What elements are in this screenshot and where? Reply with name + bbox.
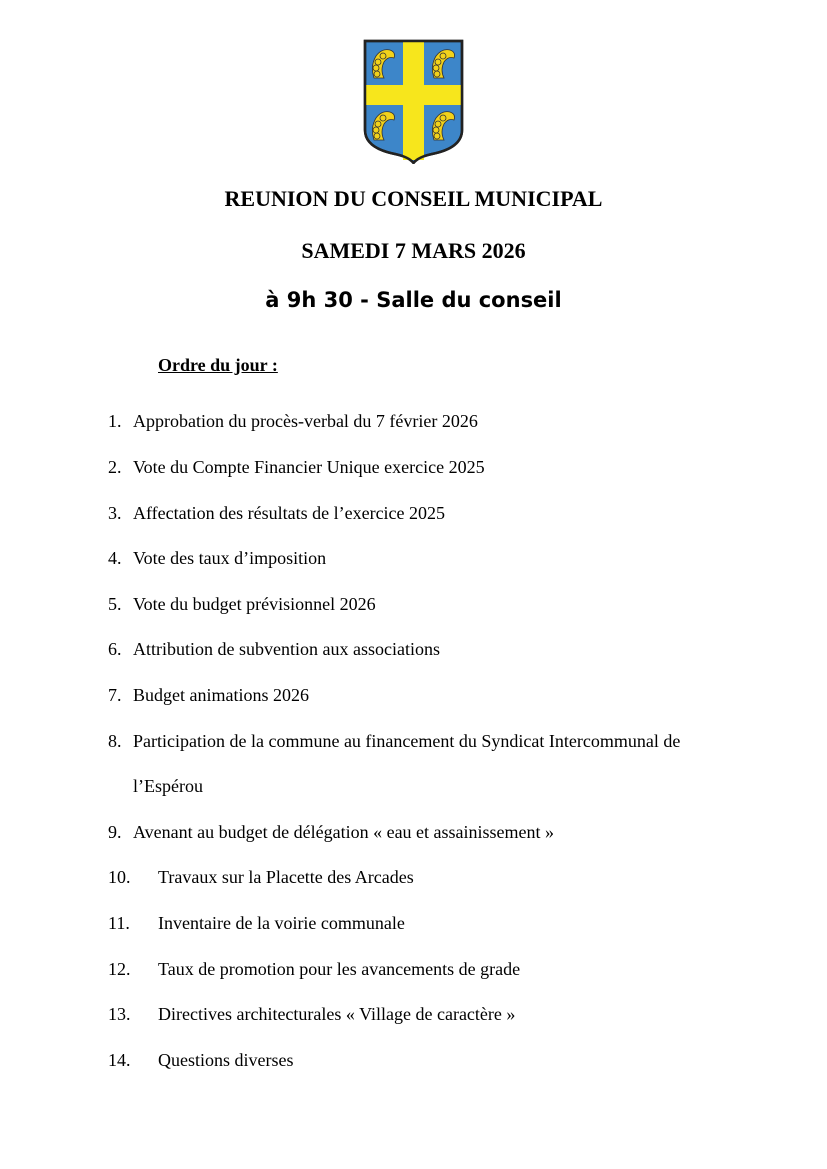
agenda-item-number: 11. [108,913,130,933]
agenda-item-number: 9. [108,822,122,842]
agenda-item-text: Vote des taux d’imposition [133,548,327,568]
agenda-heading: Ordre du jour : [158,355,278,375]
agenda-item-text: Vote du budget prévisionnel 2026 [133,594,376,614]
agenda-item-number: 14. [108,1050,131,1070]
agenda-item-text: Participation de la commune au financement du Syndicat Intercommunal de [133,731,681,751]
agenda-item-number: 5. [108,594,122,614]
agenda-item-number: 12. [108,959,131,979]
agenda-item-number: 3. [108,503,122,523]
agenda-item-text: Budget animations 2026 [133,685,309,705]
agenda-item-number: 4. [108,548,122,568]
agenda-item-number: 13. [108,1004,131,1024]
agenda-item-text: Approbation du procès-verbal du 7 février 2026 [133,411,478,431]
meeting-time-place: à 9h 30 - Salle du conseil [265,288,562,312]
agenda-item-number: 2. [108,457,122,477]
agenda-item-text: Directives architecturales « Village de caractère » [158,1004,516,1024]
agenda-item-text: Inventaire de la voirie communale [158,913,405,933]
agenda-item-text: Travaux sur la Placette des Arcades [158,867,414,887]
agenda-item-text: Attribution de subvention aux associations [133,639,440,659]
agenda-item-number: 6. [108,639,122,659]
meeting-date: SAMEDI 7 MARS 2026 [301,238,526,263]
agenda-item-text: Taux de promotion pour les avancements de grade [158,959,521,979]
document-title: REUNION DU CONSEIL MUNICIPAL [224,186,603,211]
agenda-item-text: Avenant au budget de délégation « eau et assainissement » [133,822,555,842]
coat-of-arms-emblem [362,38,465,164]
agenda-item-number: 8. [108,731,122,751]
agenda-item-number: 10. [108,867,131,887]
agenda-item-text: Affectation des résultats de l’exercice 2025 [133,503,446,523]
agenda-item-number: 1. [108,411,122,431]
agenda-item-continuation: l’Espérou [133,776,203,796]
agenda-item-number: 7. [108,685,122,705]
agenda-item-text: Questions diverses [158,1050,294,1070]
agenda-item-text: Vote du Compte Financier Unique exercice 2025 [133,457,485,477]
